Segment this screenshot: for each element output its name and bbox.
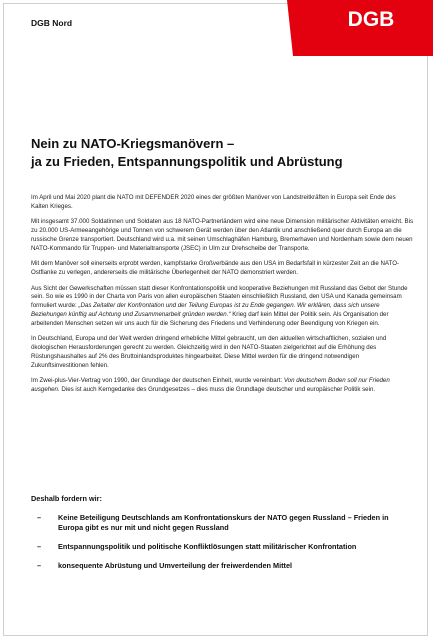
charta-paris-quote: „Das Zeitalter der Konfrontation und der Teilung Europas ist zu Ende gegangen. Wir erklären, dass sich unsere Beziehungen künftig auf Achtung und Zusammenarbeit gründen werden.“ [31,302,380,319]
paragraph-6-text-a: Im Zwei-plus-Vier-Vertrag von 1990, der Grundlage der deutschen Einheit, wurde vereinbart: [31,377,284,385]
paragraph-4 [31,285,414,329]
demand-text: konsequente Abrüstung und Umverteilung der freiwerdenden Mittel [58,561,293,570]
paragraph-1: Im April und Mai 2020 plant die NATO mit DEFENDER 2020 eines der größten Manöver von Landstreitkräften in Europa seit Ende des Kalten Krieges. [31,194,396,210]
demand-text: Entspannungspolitik und politische Konfliktlösungen statt militärischer Konfrontation [58,542,357,551]
demands-section [31,494,414,580]
demand-item [31,561,414,571]
dgb-logo-text: DGB [347,8,395,31]
dash-bullet: – [37,561,42,570]
title-line-2: ja zu Frieden, Entspannungspolitik und Abrüstung [31,154,343,169]
paragraph-4-text-b: Krieg darf kein Mittel der Politik sein. Als Organisation der arbeitenden Menschen setzen wir uns auch für die Sicherung des Friedens und Verhinderung oder Beendigung von Kriegen ein. [31,311,389,327]
paragraph-2: Mit insgesamt 37.000 Soldatinnen und Soldaten aus 18 NATO-Partnerländern wird eine neue Dimension militärischer Aktivitäten erreicht. Bis zu 20.000 US-Armeeangehörige und Tonnen von schwerem Gerät werden über den Atlantik und anschließend quer durch Europa an die russische Grenze transportiert. Deutschland wird u.a. mit seinen Umschlaghäfen Hamburg, Bremerhaven und Nordenham sowie dem neuen NATO-Kommando für Truppen- und Materialtransporte (JSEC) in Ulm zur Drehscheibe der Transporte. [31,218,414,252]
dash-bullet: – [37,513,42,522]
demands-title: Deshalb fordern wir: [31,494,102,503]
demand-item [31,513,414,533]
title-line-1: Nein zu NATO-Kriegsmanövern – [31,136,235,151]
demand-text: Keine Beteiligung Deutschlands am Konfrontationskurs der NATO gegen Russland – Frieden in Europa gibt es nur mit und nicht gegen Russland [58,513,389,532]
paragraph-4-text-a: Aus Sicht der Gewerkschaften müssen statt dieser Konfrontationspolitik und kooperative Beziehungen mit Russland das Gebot der Stunde sein. So wie es 1990 in der Charta von Paris von allen europäischen Staaten einschließlich Russland, den USA und Kanada gemeinsam formuliert wurde: [31,284,408,310]
body-text [31,194,414,402]
page-title [31,135,411,171]
paragraph-6-text-b: Dies ist auch Kerngedanke des Grundgesetzes – dies muss die Grundlage deutscher und europäischer Politik sein. [59,386,376,394]
paragraph-5: In Deutschland, Europa und der Welt werden dringend erhebliche Mittel gebraucht, um den aktuellen wirtschaftlichen, sozialen und ökologischen Herausforderungen gerecht zu werden. Gleichzeitig wird in den NATO-Staaten zielgerichtet auf die Erhöhung des Rüstungshaushaltes auf 2% des Bruttoinlandsproduktes hingearbeitet. Diese Mittel werden für die dringend notwendigen Zukunftsinvestitionen fehlen. [31,335,387,369]
dash-bullet: – [37,542,42,551]
paragraph-6 [31,377,414,395]
demand-item [31,542,414,552]
organization-name: DGB Nord [31,18,73,28]
dgb-logo [287,0,433,60]
paragraph-3: Mit dem Manöver soll einerseits erprobt werden, kampfstarke Großverbände aus den USA im Bedarfsfall in kürzester Zeit an die NATO-Ostflanke zu verlegen, andererseits die militärische Überlegenheit der NATO demonstriert werden. [31,260,400,277]
two-plus-four-quote: Von deutschem Boden soll nur Frieden ausgehen. [31,377,390,394]
